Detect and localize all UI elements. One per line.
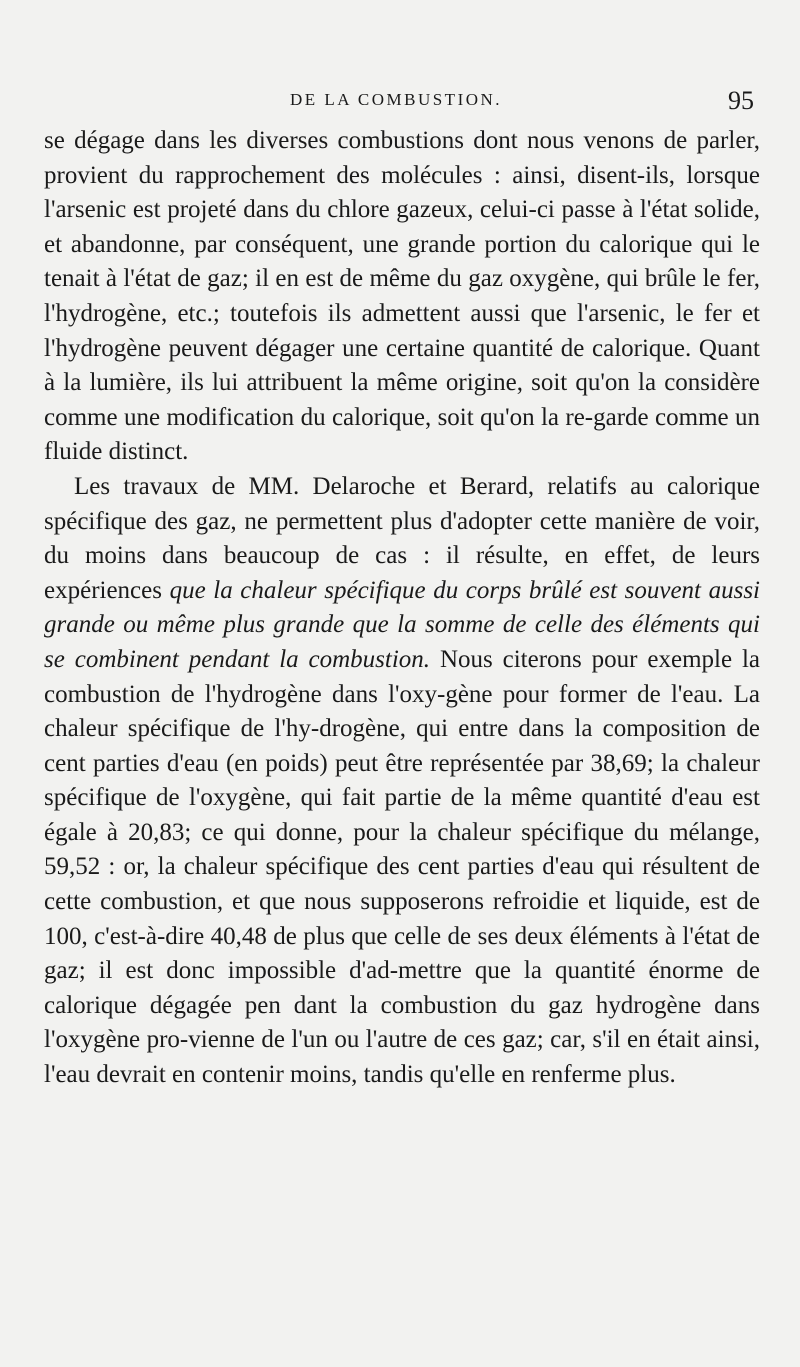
paragraph-text: Nous citerons pour exemple la combustion de l'hydrogène dans l'oxy-gène pour former de l'eau. La chaleur spécifique de l'hy-drogène, qui entre dans la composition de cent parties d'eau (en poids) peut être représentée par 38,69; la chaleur spécifique de l'oxygène, qui fait partie de la même quantité d'eau est égale à 20,83; ce qui donne, pour la chaleur spécifique du mélange, 59,52 : or, la chaleur spécifique des cent parties d'eau qui résultent de cette combustion, et que nous supposerons refroidie et liquide, est de 100, c'est-à-dire 40,48 de plus que celle de ses deux éléments à l'état de gaz; il est donc impossible d'ad-mettre que la quantité énorme de calorique dégagée pen dant la combustion du gaz hydrogène dans l'oxygène pro-vienne de l'un ou l'autre de ces gaz; car, s'il en était ainsi, l'eau devrait en contenir moins, tandis qu'elle en renferme plus. — [44, 645, 761, 1089]
paragraph-text: se dégage dans les diverses combustions dont nous venons de parler, provient du rapprochement des molécules : ainsi, disent-ils, lorsque l'arsenic est projeté dans du chlore gazeux, celui-ci passe à l'état solide, et abandonne, par conséquent, une grande portion du calorique qui le tenait à l'état de gaz; il en est de même du gaz oxygène, qui brûle le fer, l'hydrogène, etc.; toutefois ils admettent aussi que l'arsenic, le fer et l'hydrogène peuvent dégager une certaine quantité de calorique. Quant à la lumière, ils lui attribuent la même origine, soit qu'on la considère comme une modification du calorique, soit qu'on la re-garde comme un fluide distinct. — [44, 127, 760, 466]
page-number: 95 — [728, 86, 754, 115]
paragraph-1 — [44, 124, 760, 470]
paragraph-text: Les travaux de MM. Delaroche et Berard, relatifs au calorique spécifique des gaz, ne permettent plus d'adopter cette manière de voir, du moins dans beaucoup de cas : il résulte, en effet, de leurs expériences — [44, 472, 760, 604]
paragraph-2 — [44, 470, 760, 1093]
italic-quotation: que la chaleur spécifique du corps brûlé est souvent aussi grande ou même plus grande que la somme de celle des éléments qui se combinent pendant la combustion. — [44, 576, 760, 673]
body-text — [44, 124, 760, 1093]
page-header — [0, 86, 800, 116]
running-head: DE LA COMBUSTION. — [290, 90, 503, 109]
